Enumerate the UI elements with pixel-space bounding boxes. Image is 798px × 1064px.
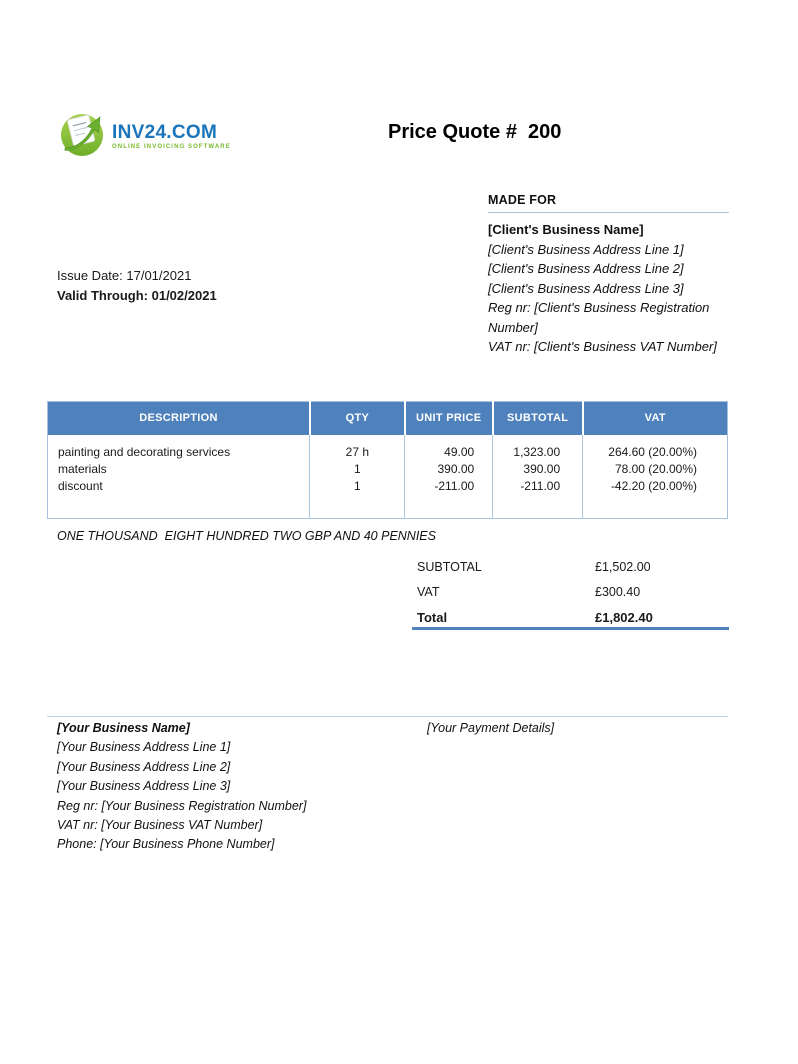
logo-text <box>112 123 231 150</box>
summary-vat-value: £300.40 <box>595 585 641 600</box>
table-row <box>48 477 728 494</box>
business-reg-number: Reg nr: [Your Business Registration Number] <box>57 798 307 813</box>
table-spacer-row <box>48 494 728 518</box>
logo-brand-text: INV24.COM <box>112 121 218 143</box>
business-name: [Your Business Name] <box>57 721 190 735</box>
summary-vat-row <box>417 580 728 606</box>
client-vat-number: VAT nr: [Client's Business VAT Number] <box>488 339 717 354</box>
dates-section <box>57 266 217 306</box>
client-business-name: [Client's Business Name] <box>488 222 644 237</box>
summary-total-value: £1,802.40 <box>595 610 653 626</box>
column-header-description: DESCRIPTION <box>48 402 310 435</box>
summary-subtotal-label: SUBTOTAL <box>417 559 482 574</box>
amount-in-words: ONE THOUSAND EIGHT HUNDRED TWO GBP AND 40 PENNIES <box>57 529 436 543</box>
item-unit-price: 390.00 <box>405 460 493 477</box>
column-header-qty: QTY <box>310 402 405 435</box>
summary-subtotal-value: £1,502.00 <box>595 559 651 574</box>
business-phone: Phone: [Your Business Phone Number] <box>57 837 275 852</box>
issue-date: Issue Date: 17/01/2021 <box>57 268 192 283</box>
made-for-divider <box>488 212 729 213</box>
business-address-line-1: [Your Business Address Line 1] <box>57 740 231 755</box>
item-unit-price: 49.00 <box>405 435 493 461</box>
item-vat: 78.00 (20.00%) <box>583 460 728 477</box>
table-row <box>48 460 728 477</box>
item-description: painting and decorating services <box>58 444 231 459</box>
summary-total-label: Total <box>417 610 448 626</box>
client-reg-number: Reg nr: [Client's Business Registration Number] <box>488 300 710 335</box>
item-subtotal: 390.00 <box>493 460 583 477</box>
item-vat: -42.20 (20.00%) <box>583 477 728 494</box>
table-header-row <box>48 402 728 435</box>
item-subtotal: -211.00 <box>493 477 583 494</box>
column-header-subtotal: SUBTOTAL <box>493 402 583 435</box>
summary-subtotal-row <box>417 554 728 580</box>
totals-summary <box>417 554 728 631</box>
item-unit-price: -211.00 <box>405 477 493 494</box>
logo-tagline-text: ONLINE INVOICING SOFTWARE <box>112 143 231 150</box>
client-address-line-3: [Client's Business Address Line 3] <box>488 280 684 296</box>
business-details-section <box>57 719 417 855</box>
item-qty: 27 h <box>310 435 405 461</box>
footer-divider <box>47 716 728 717</box>
item-description: materials <box>58 461 107 476</box>
payment-details: [Your Payment Details] <box>427 721 555 735</box>
client-address-line-1: [Client's Business Address Line 1] <box>488 241 684 257</box>
column-header-unit-price: UNIT PRICE <box>405 402 493 435</box>
item-qty: 1 <box>310 460 405 477</box>
made-for-section <box>488 193 733 357</box>
item-qty: 1 <box>310 477 405 494</box>
inv24-logo-icon <box>58 108 108 158</box>
business-address-line-3: [Your Business Address Line 3] <box>57 779 231 794</box>
client-address-line-2: [Client's Business Address Line 2] <box>488 261 684 276</box>
summary-vat-label: VAT <box>417 585 440 600</box>
business-vat-number: VAT nr: [Your Business VAT Number] <box>57 818 263 833</box>
made-for-heading: MADE FOR <box>488 193 557 207</box>
valid-through-date: Valid Through: 01/02/2021 <box>57 288 217 303</box>
business-address-line-2: [Your Business Address Line 2] <box>57 759 231 774</box>
column-header-vat: VAT <box>583 402 728 435</box>
total-underline <box>412 627 729 630</box>
item-subtotal: 1,323.00 <box>493 435 583 461</box>
page-title: Price Quote # 200 <box>388 121 562 143</box>
inv24-logo <box>58 108 231 158</box>
table-row <box>48 435 728 461</box>
item-description: discount <box>58 478 103 493</box>
line-items-table <box>47 401 728 519</box>
item-vat: 264.60 (20.00%) <box>583 435 728 461</box>
